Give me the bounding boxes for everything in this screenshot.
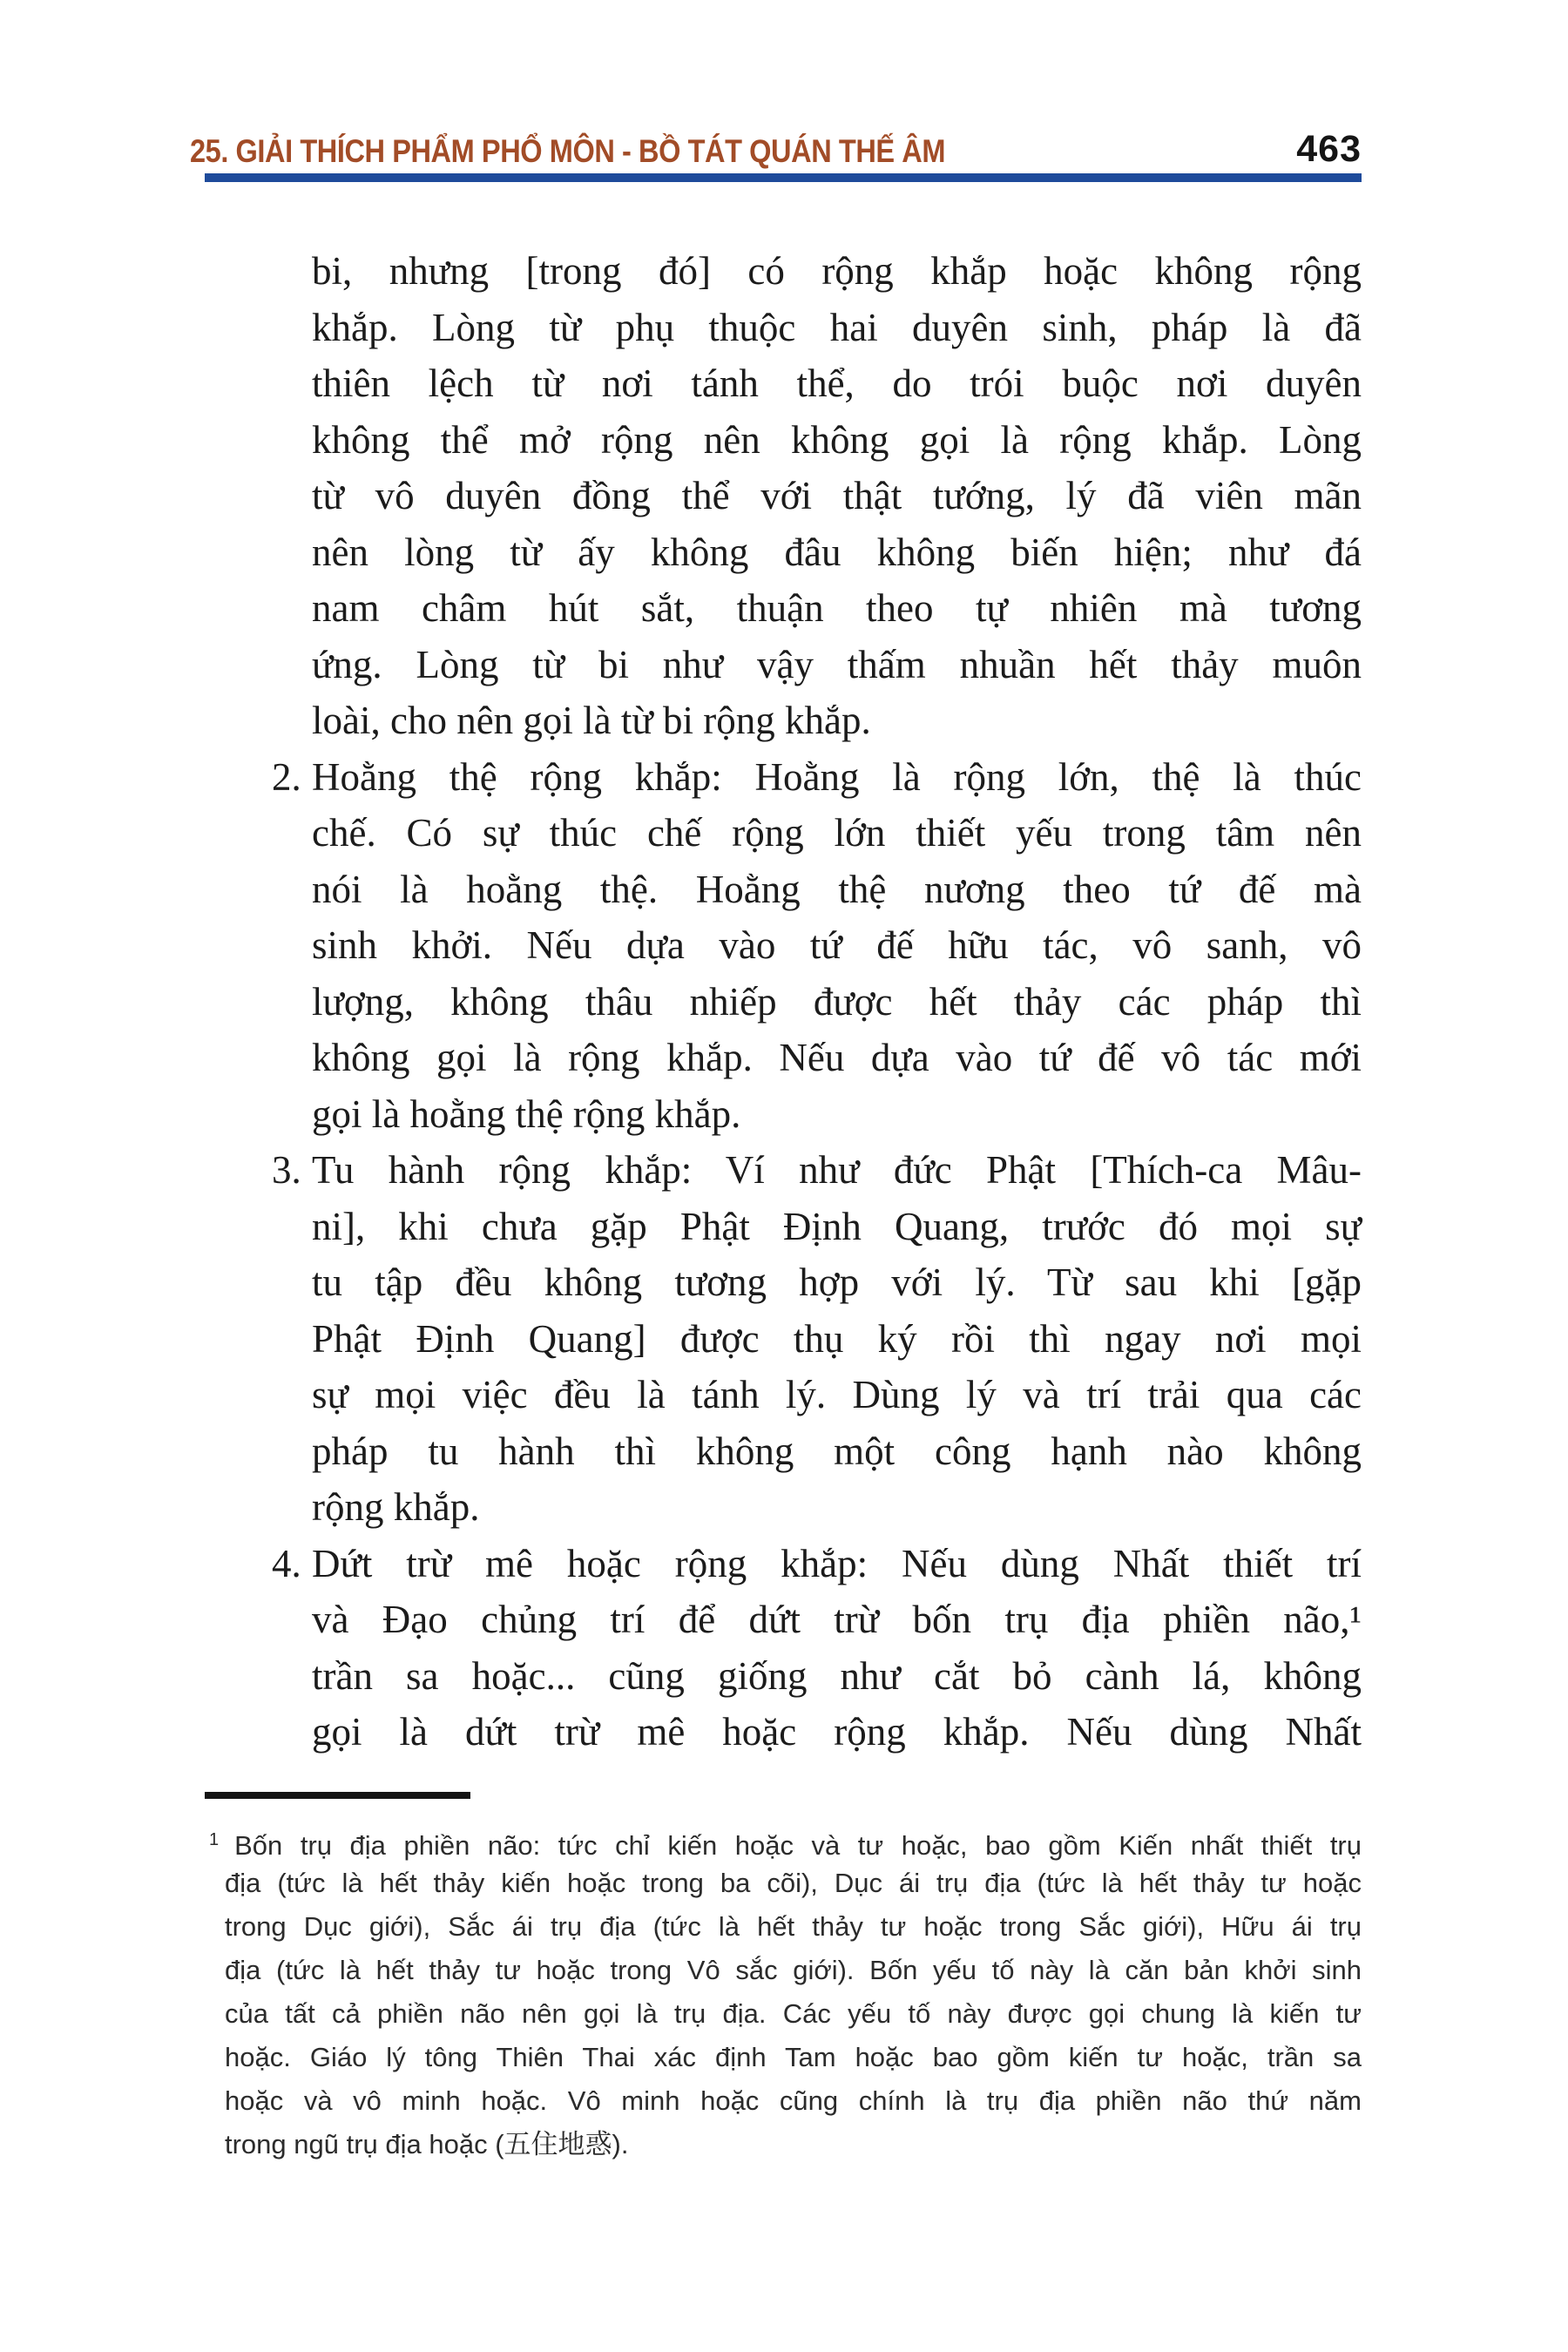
running-header-title: 25. GIẢI THÍCH PHẨM PHỔ MÔN - BỒ TÁT QUÁN THẾ ÂM bbox=[190, 133, 946, 169]
list-item-number: 2. bbox=[272, 754, 301, 799]
page-number: 463 bbox=[1296, 128, 1362, 170]
body-line: nói là hoằng thệ. Hoằng thệ nương theo tứ đế mà bbox=[312, 867, 1362, 911]
body-line: Phật Định Quang] được thụ ký rồi thì ngay nơi mọi bbox=[312, 1316, 1362, 1361]
body-line: gọi là dứt trừ mê hoặc rộng khắp. Nếu dùng Nhất bbox=[312, 1710, 1362, 1754]
footnote-block bbox=[209, 1818, 1362, 2166]
body-line: không gọi là rộng khắp. Nếu dựa vào tứ đế vô tác mới bbox=[312, 1036, 1362, 1079]
body-paragraph bbox=[312, 243, 1362, 749]
footnote-line: địa (tức là hết thảy kiến hoặc trong ba cõi), Dục ái trụ địa (tức là hết thảy tư hoặc bbox=[225, 1868, 1362, 1898]
list-item-number: 3. bbox=[272, 1148, 301, 1192]
footnote-separator-rule bbox=[205, 1792, 470, 1799]
body-line: ứng. Lòng từ bi như vậy thấm nhuần hết thảy muôn bbox=[312, 642, 1362, 686]
body-line: không thể mở rộng nên không gọi là rộng khắp. Lòng bbox=[312, 417, 1362, 462]
footnote-marker: 1 bbox=[209, 1830, 220, 1849]
body-line: rộng khắp. bbox=[312, 1485, 480, 1529]
body-line: và Đạo chủng trí để dứt trừ bốn trụ địa phiền não,¹ bbox=[312, 1598, 1362, 1641]
body-line: bi, nhưng [trong đó] có rộng khắp hoặc không rộng bbox=[312, 249, 1362, 293]
body-paragraph bbox=[272, 749, 1362, 1143]
footnote-line: của tất cả phiền não nên gọi là trụ địa. Các yếu tố này được gọi chung là kiến tư bbox=[225, 1998, 1362, 2029]
body-line: loài, cho nên gọi là từ bi rộng khắp. bbox=[312, 699, 871, 742]
body-line: trần sa hoặc... cũng giống như cắt bỏ cành lá, không bbox=[312, 1653, 1362, 1698]
body-line: sinh khởi. Nếu dựa vào tứ đế hữu tác, vô sanh, vô bbox=[312, 923, 1362, 967]
footnote-line: địa (tức là hết thảy tư hoặc trong Vô sắc giới). Bốn yếu tố này là căn bản khởi sinh bbox=[225, 1955, 1362, 1985]
body-text-column bbox=[272, 243, 1362, 1761]
body-line: 3. Tu hành rộng khắp: Ví như đức Phật [Thích-ca Mâu- bbox=[312, 1142, 1362, 1199]
body-line: thiên lệch từ nơi tánh thể, do trói buộc nơi duyên bbox=[312, 362, 1362, 405]
body-line: nam châm hút sắt, thuận theo tự nhiên mà tương bbox=[312, 586, 1362, 630]
body-line: 2. Hoằng thệ rộng khắp: Hoằng là rộng lớn, thệ là thúc bbox=[312, 749, 1362, 806]
body-line: nên lòng từ ấy không đâu không biến hiện; như đá bbox=[312, 530, 1362, 574]
body-line: 4. Dứt trừ mê hoặc rộng khắp: Nếu dùng Nhất thiết trí bbox=[312, 1536, 1362, 1592]
footnote-line: $^1$ Bốn trụ địa phiền não: tức chỉ kiến hoặc và tư hoặc, bao gồm Kiến nhất thiết trụ bbox=[209, 1830, 1362, 1861]
body-line: từ vô duyên đồng thể với thật tướng, lý đã viên mãn bbox=[312, 474, 1362, 517]
body-paragraph bbox=[272, 1142, 1362, 1536]
body-line: pháp tu hành thì không một công hạnh nào không bbox=[312, 1429, 1362, 1473]
body-line: chế. Có sự thúc chế rộng lớn thiết yếu trong tâm nên bbox=[312, 811, 1362, 855]
list-item-number: 4. bbox=[272, 1541, 301, 1585]
body-line: tu tập đều không tương hợp với lý. Từ sau khi [gặp bbox=[312, 1260, 1362, 1304]
body-line: sự mọi việc đều là tánh lý. Dùng lý và trí trải qua các bbox=[312, 1373, 1362, 1416]
footnote-line: hoặc. Giáo lý tông Thiên Thai xác định Tam hoặc bao gồm kiến tư hoặc, trần sa bbox=[225, 2042, 1362, 2072]
body-line: lượng, không thâu nhiếp được hết thảy các pháp thì bbox=[312, 979, 1362, 1024]
header-rule-divider bbox=[205, 173, 1362, 182]
footnote-line: hoặc và vô minh hoặc. Vô minh hoặc cũng chính là trụ địa phiền não thứ năm bbox=[225, 2085, 1362, 2116]
footnote-line: trong ngũ trụ địa hoặc (五住地惑). bbox=[225, 2129, 629, 2159]
footnote-line: trong Dục giới), Sắc ái trụ địa (tức là hết thảy tư hoặc trong Sắc giới), Hữu ái trụ bbox=[225, 1911, 1362, 1942]
body-line: gọi là hoằng thệ rộng khắp. bbox=[312, 1092, 741, 1136]
body-line: khắp. Lòng từ phụ thuộc hai duyên sinh, pháp là đã bbox=[312, 305, 1362, 349]
body-paragraph bbox=[272, 1536, 1362, 1761]
body-line: ni], khi chưa gặp Phật Định Quang, trước đó mọi sự bbox=[312, 1204, 1362, 1248]
